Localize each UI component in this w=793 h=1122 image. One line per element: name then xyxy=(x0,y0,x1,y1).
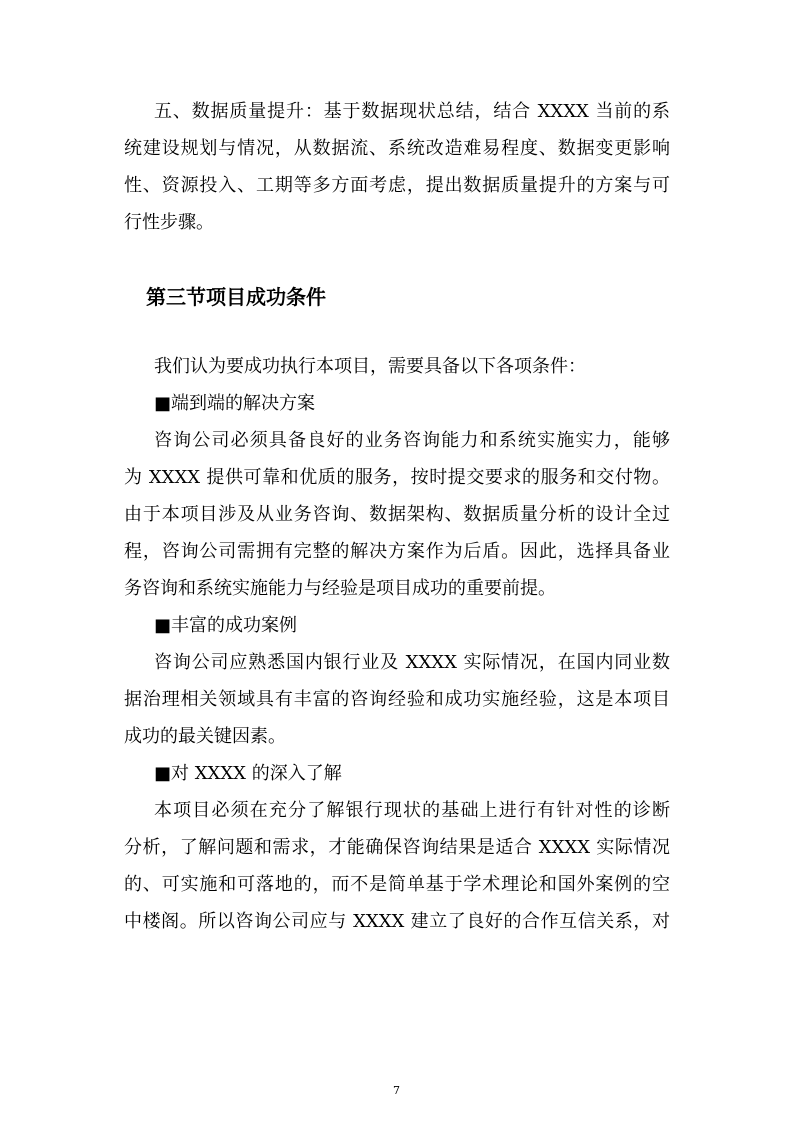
body-line: 五、数据质量提升：基于数据现状总结，结合 XXXX 当前的系 xyxy=(154,101,670,122)
body-line: 务咨询和系统实施能力与经验是项目成功的重要前提。 xyxy=(124,578,556,599)
body-line: 咨询公司必须具备良好的业务咨询能力和系统实施实力，能够 xyxy=(154,430,670,451)
body-line: 本项目必须在充分了解银行现状的基础上进行有针对性的诊断 xyxy=(154,800,670,821)
body-line: 由于本项目涉及从业务咨询、数据架构、数据质量分析的设计全过 xyxy=(124,504,670,525)
page-number: 7 xyxy=(393,1084,400,1097)
body-line: 成功的最关键因素。 xyxy=(124,726,286,747)
condition-heading-understanding: ■对 XXXX 的深入了解 xyxy=(154,763,342,784)
body-line: 性、资源投入、工期等多方面考虑，提出数据质量提升的方案与可 xyxy=(124,175,670,196)
body-line: 统建设规划与情况，从数据流、系统改造难易程度、数据变更影响 xyxy=(124,138,670,159)
body-line: 咨询公司应熟悉国内银行业及 XXXX 实际情况，在国内同业数 xyxy=(154,652,670,673)
body-line: 程，咨询公司需拥有完整的解决方案作为后盾。因此，选择具备业 xyxy=(124,541,670,562)
section-five-paragraph xyxy=(124,93,670,241)
body-line: 据治理相关领域具有丰富的咨询经验和成功实施经验，这是本项目 xyxy=(124,689,670,710)
condition-heading-end-to-end: ■端到端的解决方案 xyxy=(154,393,316,414)
body-line: 为 XXXX 提供可靠和优质的服务，按时提交要求的服务和交付物。 xyxy=(124,467,670,488)
condition-heading-cases: ■丰富的成功案例 xyxy=(154,615,298,636)
body-line: 中楼阁。所以咨询公司应与 XXXX 建立了良好的合作互信关系，对 xyxy=(124,911,670,932)
success-conditions-body xyxy=(124,348,670,940)
intro-line: 我们认为要成功执行本项目，需要具备以下各项条件： xyxy=(154,356,586,377)
section-heading: 第三节项目成功条件 xyxy=(146,285,326,309)
body-line: 行性步骤。 xyxy=(124,212,214,233)
body-line: 的、可实施和可落地的，而不是简单基于学术理论和国外案例的空 xyxy=(124,874,670,895)
body-line: 分析，了解问题和需求，才能确保咨询结果是适合 XXXX 实际情况 xyxy=(124,837,670,858)
